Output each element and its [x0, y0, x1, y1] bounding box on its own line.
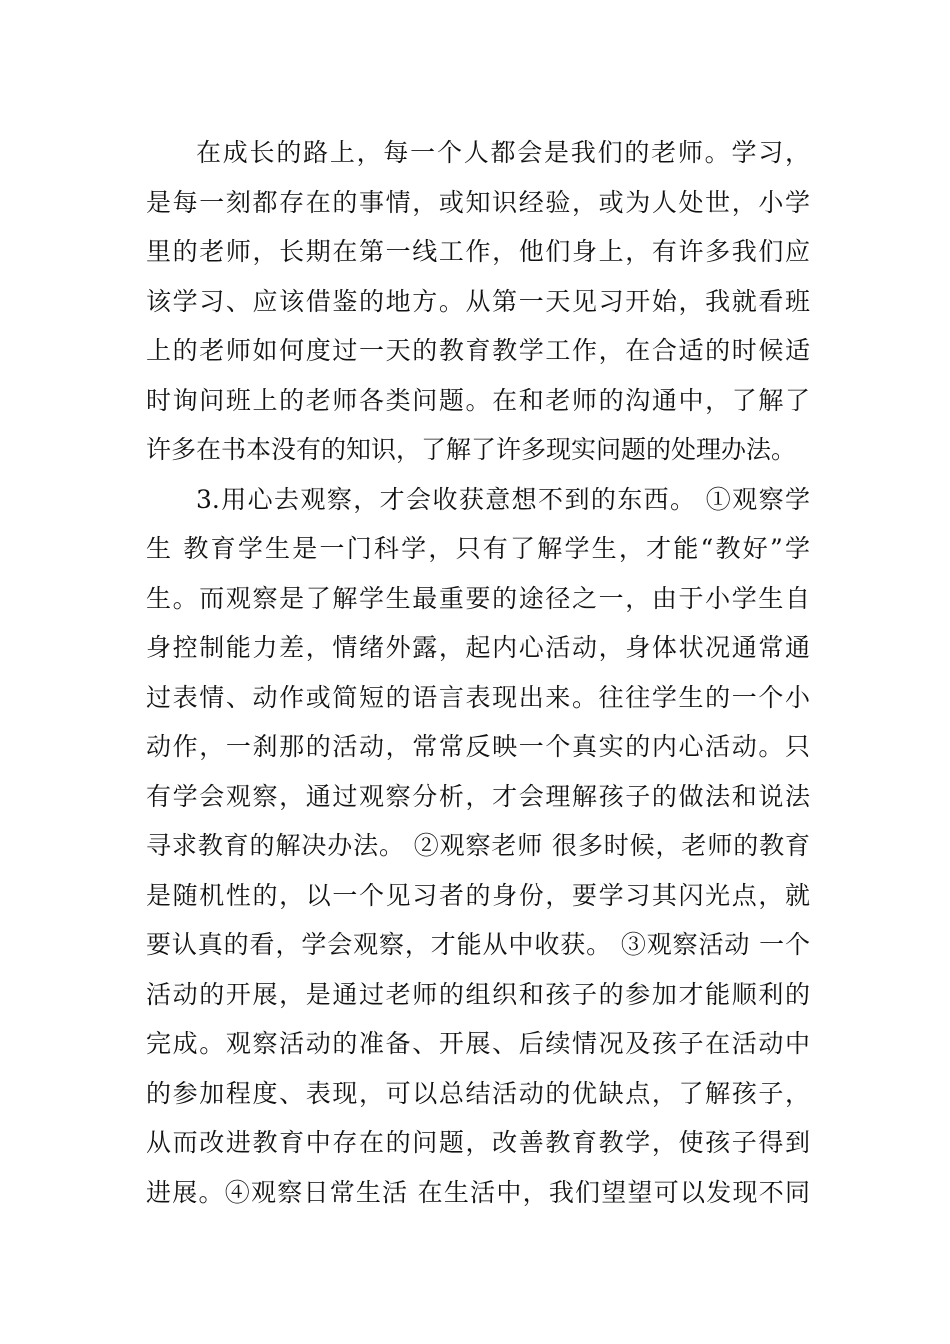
- paragraph-2-line-14: 从而改进教育中存在的问题，改善教育教学，使孩子得到: [146, 1128, 810, 1157]
- paragraph-2-line-10: 要认真的看，学会观察，才能从中收获。 ③观察活动 一个: [146, 930, 810, 959]
- paragraph-2-line-9: 是随机性的，以一个见习者的身份，要学习其闪光点，就: [146, 880, 810, 910]
- paragraph-2-line-15: 进展。④观察日常生活 在生活中，我们望望可以发现不同: [146, 1177, 810, 1207]
- paragraph-2-line-5: 过表情、动作或简短的语言表现出来。往往学生的一个小: [146, 682, 810, 712]
- paragraph-1-line-1: 在成长的路上，每一个人都会是我们的老师。学习，: [196, 138, 810, 167]
- paragraph-2-line-1: 3.用心去观察，才会收获意想不到的东西。 ①观察学: [196, 484, 810, 514]
- paragraph-2-line-7: 有学会观察，通过观察分析，才会理解孩子的做法和说法: [146, 781, 810, 811]
- paragraph-1-line-4: 该学习、应该借鉴的地方。从第一天见习开始，我就看班: [146, 286, 810, 316]
- body-text: [146, 128, 810, 1217]
- paragraph-2-line-2: 生 教育学生是一门科学，只有了解学生，才能“教好”学: [146, 534, 810, 563]
- paragraph-2-line-12: 完成。观察活动的准备、开展、后续情况及孩子在活动中: [146, 1029, 810, 1058]
- paragraph-2-line-4: 身控制能力差，情绪外露，起内心活动，身体状况通常通: [146, 633, 810, 662]
- paragraph-1-line-6: 时询问班上的老师各类问题。在和老师的沟通中，了解了: [146, 385, 810, 415]
- paragraph-2-line-8: 寻求教育的解决办法。 ②观察老师 很多时候，老师的教育: [146, 831, 810, 860]
- paragraph-1-line-5: 上的老师如何度过一天的教育教学工作，在合适的时候适: [146, 336, 810, 365]
- paragraph-2-line-6: 动作，一刹那的活动，常常反映一个真实的内心活动。只: [146, 732, 810, 761]
- paragraph-2-line-13: 的参加程度、表现，可以总结活动的优缺点，了解孩子，: [146, 1078, 810, 1108]
- paragraph-1-line-7: 许多在书本没有的知识，了解了许多现实问题的处理办法。: [146, 435, 797, 464]
- paragraph-1-line-3: 里的老师，长期在第一线工作，他们身上，有许多我们应: [146, 237, 810, 266]
- paragraph-1-line-2: 是每一刻都存在的事情，或知识经验，或为人处世，小学: [146, 187, 810, 217]
- paragraph-2-line-3: 生。而观察是了解学生最重要的途径之一，由于小学生自: [146, 583, 810, 613]
- paragraph-2-line-11: 活动的开展，是通过老师的组织和孩子的参加才能顺利的: [146, 979, 810, 1009]
